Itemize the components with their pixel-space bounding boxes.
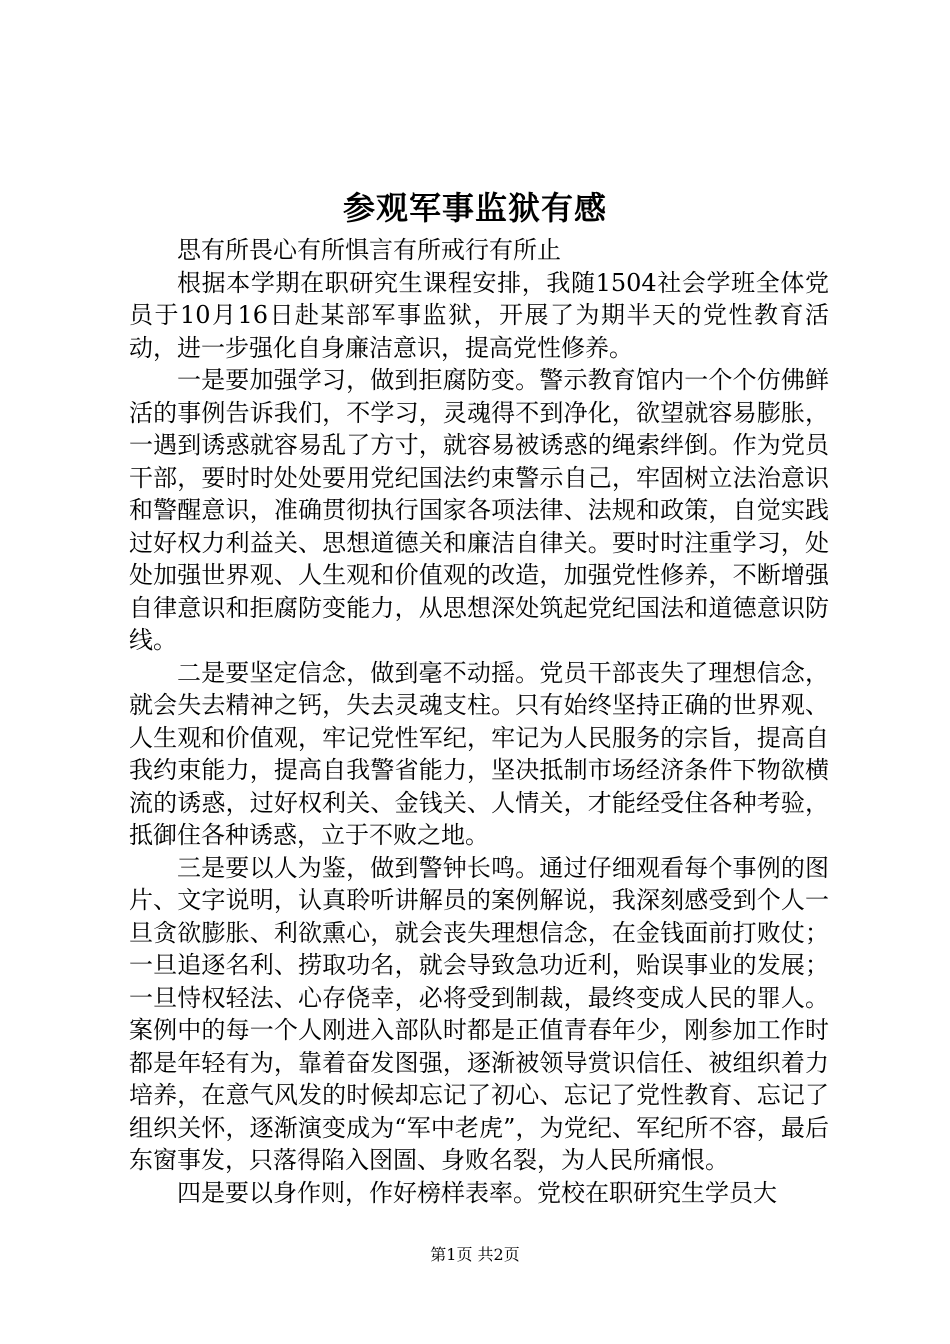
document-title: 参观军事监狱有感 [342,189,607,227]
paragraph-subtitle: 思有所畏心有所惧言有所戒行有所止 [177,236,561,264]
paragraph: 一是要加强学习，做到拒腐防变。警示教育馆内一个个仿佛鲜活的事例告诉我们，不学习，灵魂得不到净化，欲望就容易膨胀，一遇到诱惑就容易乱了方寸，就容易被诱惑的绳索绊倒。作为党员干部，要时时处处要用党纪国法约束警示自己，牢固树立法治意识和警醒意识，准确贯彻执行国家各项法律、法规和政策，自觉实践过好权力利益关、思想道德关和廉洁自律关。要时时注重学习，处处加强世界观、人生观和价值观的改造，加强党性修养，不断增强自律意识和拒腐防变能力，从思想深处筑起党纪国法和道德意识防线。 [129,366,829,654]
paragraph: 二是要坚定信念，做到毫不动摇。党员干部丧失了理想信念，就会失去精神之钙，失去灵魂支柱。只有始终坚持正确的世界观、人生观和价值观，牢记党性军纪，牢记为人民服务的宗旨，提高自我约束能力，提高自我警省能力，坚决抵制市场经济条件下物欲横流的诱惑，过好权利关、金钱关、人情关，才能经受住各种考验，抵御住各种诱惑，立于不败之地。 [129,658,829,849]
document-body [129,234,829,1209]
paragraph: 四是要以身作则，作好榜样表率。党校在职研究生学员大 [177,1178,777,1207]
paragraph: 根据本学期在职研究生课程安排，我随1504社会学班全体党员于10月16日赴某部军事监狱，开展了为期半天的党性教育活动，进一步强化自身廉洁意识，提高党性修养。 [129,268,829,362]
page-footer: 第1页 共2页 [430,1245,520,1264]
paragraph: 三是要以人为鉴，做到警钟长鸣。通过仔细观看每个事例的图片、文字说明，认真聆听讲解员的案例解说，我深刻感受到个人一旦贪欲膨胀、利欲熏心，就会丧失理想信念，在金钱面前打败仗；一旦追逐名利、捞取功名，就会导致急功近利，贻误事业的发展；一旦恃权轻法、心存侥幸，必将受到制裁，最终变成人民的罪人。案例中的每一个人刚进入部队时都是正值青春年少，刚参加工作时都是年轻有为，靠着奋发图强，逐渐被领导赏识信任、被组织着力培养，在意气风发的时候却忘记了初心、忘记了党性教育、忘记了组织关怀，逐渐演变成为“军中老虎”，为党纪、军纪所不容，最后东窗事发，只落得陷入囹圄、身败名裂，为人民所痛恨。 [129,853,829,1174]
